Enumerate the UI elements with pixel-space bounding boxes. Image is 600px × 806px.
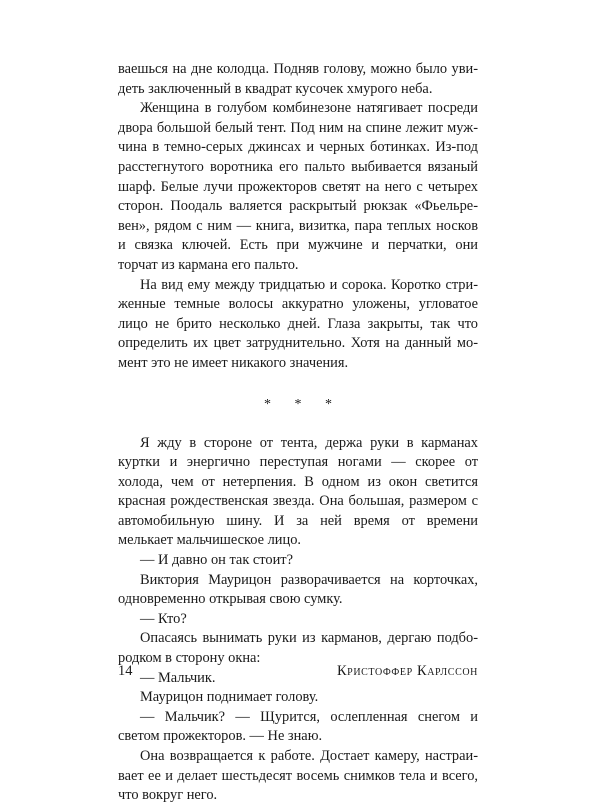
separator-asterisk-1: * [264,396,281,412]
dialogue-line-3: — Мальчик. [140,669,216,686]
section-separator [118,395,478,414]
paragraph-7: Маурицон поднимает голову. [140,689,319,706]
paragraph-4: Я жду в стороне от тента, держа руки в карманах куртки и энергично переступая ногами — скорее от холода, чем от нетерпения. В одном из окон светится красная рождественская звезда. Она большая, размером с автомобильную шину. И за ней время от времени мелькает мальчишеское лицо. [118,434,478,549]
paragraph-3: На вид ему между тридцатью и сорока. Коротко стриженные темные волосы аккуратно уложены, угловатое лицо не брито несколько дней. Глаза закрыты, так что определить их цвет затруднительно. Хотя на данный момент это не имеет никакого значения. [118,276,478,371]
body-text [118,60,478,806]
dialogue-line-4: — Мальчик? — Щурится, ослепленная снегом и светом прожекторов. — Не знаю. [118,708,478,745]
paragraph-6: Опасаясь вынимать руки из карманов, дергаю подбородком в сторону окна: [118,630,478,667]
paragraph-8: Она возвращается к работе. Достает камеру, настраивает ее и делает шестьдесят восемь снимков тела и всего, что вокруг него. [118,748,478,804]
page-footer [118,661,478,681]
separator-asterisk-2: * [294,396,312,412]
paragraph-1: ваешься на дне колодца. Подняв голову, можно было увидеть заключенный в квадрат кусочек хмурого неба. [118,61,478,97]
running-header-author: Кристоффер Карлссон [336,663,478,679]
separator-asterisk-3: * [325,396,342,412]
dialogue-line-2: — Кто? [140,610,187,627]
dialogue-line-1: — И давно он так стоит? [140,552,293,569]
paragraph-5: Виктория Маурицон разворачивается на корточках, одновременно открывая свою сумку. [118,571,478,608]
paragraph-2: Женщина в голубом комбинезоне натягивает посреди двора большой белый тент. Под ним на спине лежит мужчина в темно-серых джинсах и черных ботинках. Из-под расстегнутого воротника его пальто выбивается вязаный шарф. Белые лучи прожекторов светят на него с четырех сторон. Поодаль валяется раскрытый рюкзак «Фьельревен», рядом с ним — книга, визитка, пара теплых носков и связка ключей. Есть при мужчине и перчатки, они торчат из кармана его пальто. [118,100,478,273]
page-number: 14 [118,663,133,679]
